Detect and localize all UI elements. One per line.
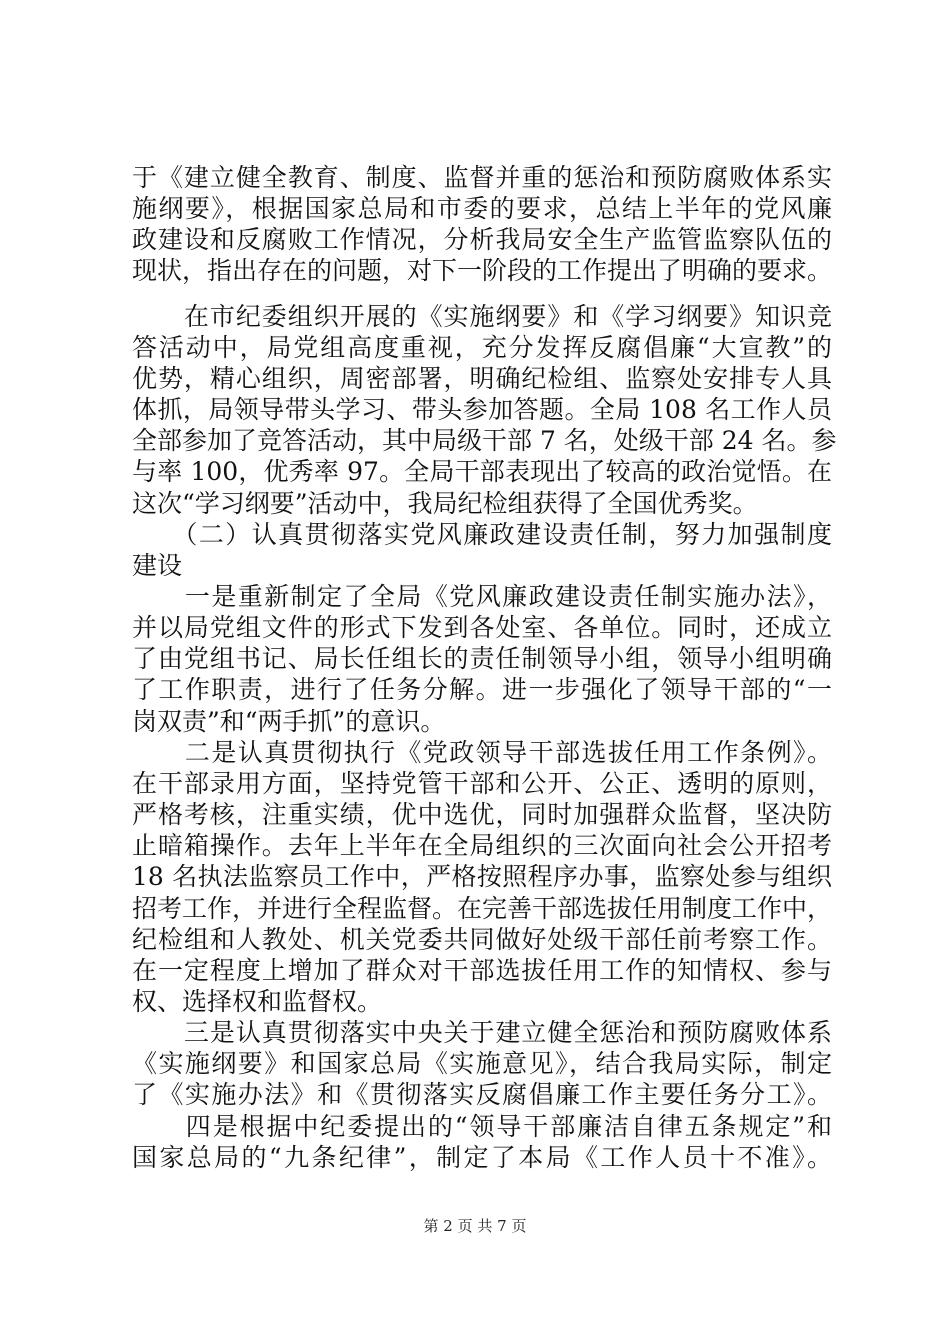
- text-line: 并以局党组文件的形式下发到各处室、各单位。同时，还成立: [132, 613, 832, 642]
- text-line: 一是重新制定了全局《党风廉政建设责任制实施办法》，: [132, 582, 832, 611]
- text-line: 在一定程度上增加了群众对干部选拔任用工作的知情权、参与: [132, 956, 832, 985]
- text-line: 四是根据中纪委提出的“领导干部廉洁自律五条规定”和: [132, 1112, 832, 1141]
- text-line: 国家总局的“九条纪律”，制定了本局《工作人员十不准》。: [132, 1143, 832, 1172]
- text-line: 政建设和反腐败工作情况，分析我局安全生产监管监察队伍的: [132, 225, 832, 254]
- text-line: 施纲要》，根据国家总局和市委的要求，总结上半年的党风廉: [132, 194, 832, 223]
- text-line: 招考工作，并进行全程监督。在完善干部选拔任用制度工作中，: [132, 894, 833, 923]
- text-line: 岗双责”和“两手抓”的意识。: [132, 707, 446, 736]
- text-line: 现状，指出存在的问题，对下一阶段的工作提出了明确的要求。: [132, 256, 833, 285]
- text-line: 体抓，局领导带头学习、带头参加答题。全局 108 名工作人员: [132, 395, 832, 424]
- text-line: 18 名执法监察员工作中，严格按照程序办事，监察处参与组织: [132, 862, 832, 891]
- text-line: 严格考核，注重实绩，优中选优，同时加强群众监督，坚决防: [132, 800, 832, 829]
- text-line: 在干部录用方面，坚持党管干部和公开、公正、透明的原则，: [132, 769, 832, 798]
- text-line: 权、选择权和监督权。: [132, 987, 383, 1016]
- text-line: 二是认真贯彻执行《党政领导干部选拔任用工作条例》。: [132, 738, 832, 767]
- text-line: 止暗箱操作。去年上半年在全局组织的三次面向社会公开招考: [132, 831, 832, 860]
- text-line: 优势，精心组织，周密部署，明确纪检组、监察处安排专人具: [132, 364, 832, 393]
- text-line: 了工作职责，进行了任务分解。进一步强化了领导干部的“一: [132, 675, 832, 704]
- text-line: 这次“学习纲要”活动中，我局纪检组获得了全国优秀奖。: [132, 489, 758, 518]
- text-line: 于《建立健全教育、制度、监督并重的惩治和预防腐败体系实: [132, 163, 832, 192]
- text-line: 答活动中，局党组高度重视，充分发挥反腐倡廉“大宣教”的: [132, 333, 832, 362]
- text-line: 与率 100，优秀率 97。全局干部表现出了较高的政治觉悟。在: [132, 457, 832, 486]
- text-line: （二）认真贯彻落实党风廉政建设责任制，努力加强制度: [132, 520, 832, 549]
- text-line: 纪检组和人教处、机关党委共同做好处级干部任前考察工作。: [132, 925, 832, 954]
- text-line: 三是认真贯彻落实中央关于建立健全惩治和预防腐败体系: [132, 1018, 832, 1047]
- text-line: 了由党组书记、局长任组长的责任制领导小组，领导小组明确: [132, 644, 832, 673]
- text-line: 《实施纲要》和国家总局《实施意见》，结合我局实际，制定: [132, 1049, 832, 1078]
- page-footer: 第 2 页 共 7 页: [423, 1217, 527, 1235]
- text-line: 在市纪委组织开展的《实施纲要》和《学习纲要》知识竞: [132, 302, 832, 331]
- text-line: 全部参加了竞答活动，其中局级干部 7 名，处级干部 24 名。参: [132, 426, 837, 455]
- text-line: 建设: [132, 551, 183, 580]
- text-line: 了《实施办法》和《贯彻落实反腐倡廉工作主要任务分工》。: [132, 1080, 832, 1109]
